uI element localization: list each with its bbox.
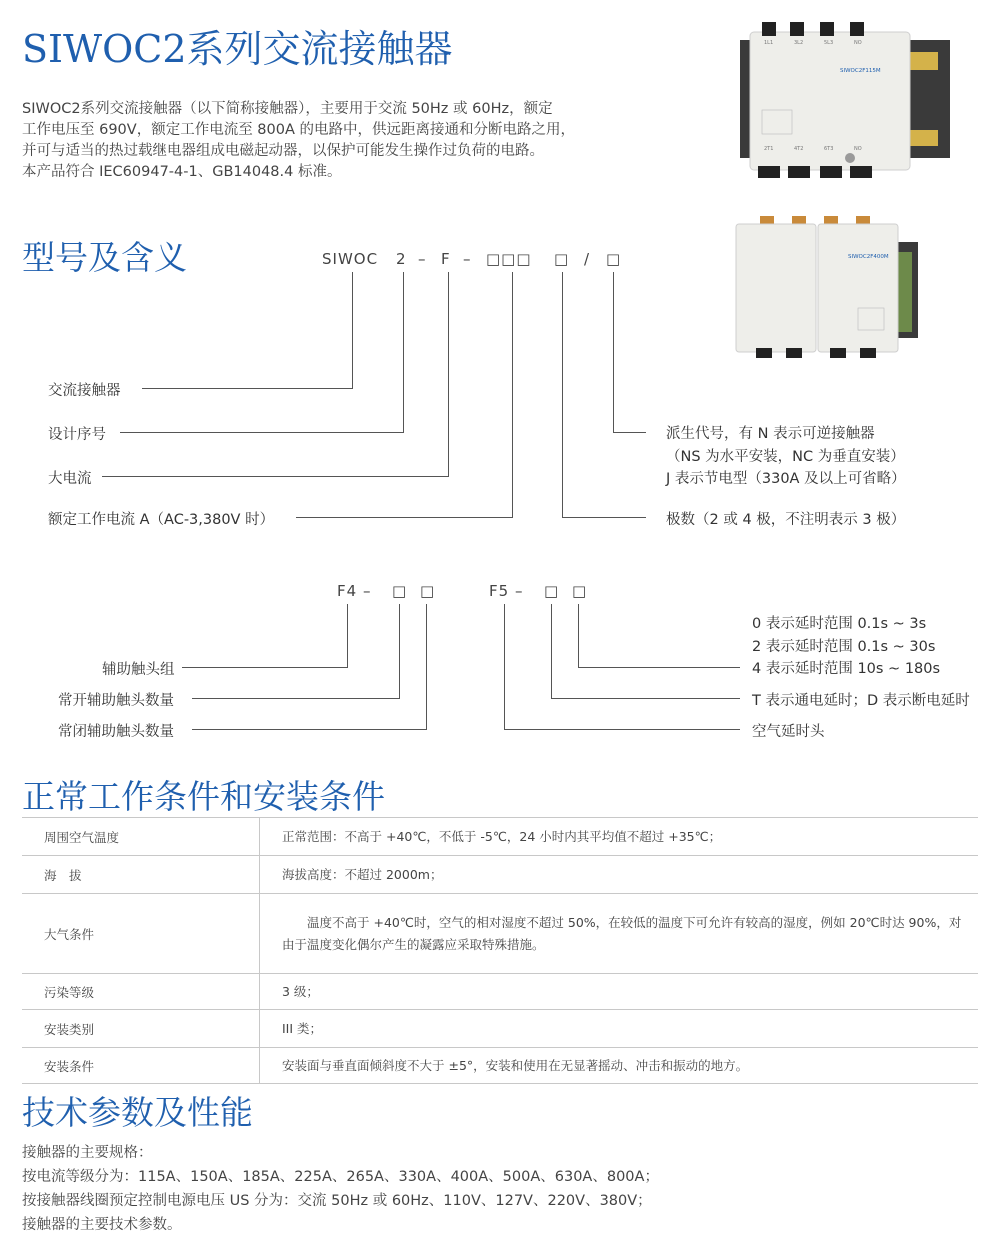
model-label: SIWOC2F115M (840, 68, 881, 74)
contactor-photo-bottom (730, 212, 930, 360)
terminal-label: 6T3 (824, 146, 834, 152)
condition-name: 大气条件 (22, 894, 260, 974)
f4-prefix: F4 – (337, 582, 372, 600)
code-label-contactor: 交流接触器 (48, 383, 121, 399)
f4-label-nc-count: 常闭辅助触头数量 (58, 724, 174, 740)
derived-line: （NS 为水平安装，NC 为垂直安装） (666, 448, 905, 465)
code-label-derived (666, 423, 906, 491)
table-row (22, 894, 978, 974)
model-code-current: □□□ (486, 250, 532, 268)
terminal-label: 4T2 (794, 146, 804, 152)
model-code-derived: □ (606, 250, 622, 268)
model-code-base: SIWOC (322, 250, 379, 268)
condition-value: III 类； (260, 1010, 979, 1048)
code-label-design: 设计序号 (48, 427, 106, 443)
f4-box: □ (392, 582, 408, 600)
condition-value: 海拔高度：不超过 2000m； (260, 856, 979, 894)
condition-value: 3 级； (260, 974, 979, 1010)
f5-range-labels (752, 613, 940, 681)
model-label: SIWOC2F400M (848, 254, 889, 260)
page-title: SIWOC2系列交流接触器 (22, 27, 453, 71)
model-code-dash: – (418, 250, 427, 268)
table-row (22, 1048, 978, 1084)
terminal-label: 2T1 (764, 146, 774, 152)
contactor-body (818, 224, 898, 352)
section-heading-tech: 技术参数及性能 (22, 1093, 253, 1132)
intro-line: 本产品符合 IEC60947-4-1、GB14048.4 标准。 (22, 164, 342, 180)
section-heading-model: 型号及含义 (22, 238, 187, 277)
condition-value: 正常范围：不高于 +40℃，不低于 -5℃，24 小时内其平均值不超过 +35℃； (260, 818, 979, 856)
f5-prefix: F5 – (489, 582, 524, 600)
model-code-dash: – (463, 250, 472, 268)
terminal-label: NO (854, 40, 862, 46)
f4-box: □ (420, 582, 436, 600)
condition-value: 温度不高于 +40℃时，空气的相对湿度不超过 50%，在较低的温度下可允许有较高的湿度，例如 20℃时达 90%，对由于温度变化偶尔产生的凝露应采取特殊措施。 (260, 894, 979, 974)
section-heading-conditions: 正常工作条件和安装条件 (22, 777, 385, 816)
f5-range-line: 2 表示延时范围 0.1s ~ 30s (752, 638, 936, 655)
condition-name: 海 拔 (22, 856, 260, 894)
model-code-slash: / (584, 250, 591, 268)
code-label-large-current: 大电流 (48, 471, 92, 487)
terminal-label: 5L3 (824, 40, 834, 46)
condition-value: 安装面与垂直面倾斜度不大于 ±5°，安装和使用在无显著摇动、冲击和振动的地方。 (260, 1048, 979, 1084)
f5-range-line: 0 表示延时范围 0.1s ~ 3s (752, 616, 927, 632)
f4-label-no-count: 常开辅助触头数量 (58, 693, 174, 709)
f5-box: □ (572, 582, 588, 600)
f5-label-type: T 表示通电延时；D 表示断电延时 (752, 693, 970, 709)
contactor-photo-top (728, 18, 968, 178)
intro-text (22, 99, 575, 183)
intro-line: 工作电压至 690V，额定工作电流至 800A 的电路中，供远距离接通和分断电路之用， (22, 122, 576, 138)
code-label-rated-current: 额定工作电流 A（AC-3,380V 时） (48, 512, 275, 528)
table-row (22, 818, 978, 856)
model-code-poles: □ (554, 250, 570, 268)
derived-line: J 表示节电型（330A 及以上可省略） (666, 471, 906, 487)
intro-line: 并可与适当的热过载继电器组成电磁起动器，以保护可能发生操作过负荷的电路。 (22, 143, 544, 159)
code-label-poles: 极数（2 或 4 极，不注明表示 3 极） (666, 512, 906, 528)
f4-label-group: 辅助触头组 (102, 662, 175, 678)
terminal-label: NO (854, 146, 862, 152)
aux-contact (908, 52, 938, 70)
f5-label-head: 空气延时头 (752, 724, 825, 740)
model-code-series: F (441, 250, 451, 268)
tech-text (22, 1141, 659, 1237)
intro-line: SIWOC2系列交流接触器（以下简称接触器），主要用于交流 50Hz 或 60Hz，额定 (22, 101, 553, 117)
terminal-label: 1L1 (764, 40, 774, 46)
contactor-body (736, 224, 816, 352)
tech-line: 按电流等级分为：115A、150A、185A、225A、265A、330A、400A、500A、630A、800A； (22, 1169, 659, 1185)
tech-line: 接触器的主要规格： (22, 1145, 153, 1161)
f5-range-line: 4 表示延时范围 10s ~ 180s (752, 661, 941, 677)
condition-name: 安装类别 (22, 1010, 260, 1048)
condition-name: 周围空气温度 (22, 818, 260, 856)
derived-line: 派生代号，有 N 表示可逆接触器 (666, 426, 875, 442)
table-row (22, 856, 978, 894)
terminal-label: 3L2 (794, 40, 804, 46)
aux-contact (908, 130, 938, 146)
tech-line: 按接触器线圈预定控制电源电压 US 分为：交流 50Hz 或 60Hz、110V、127V、220V、380V； (22, 1193, 652, 1209)
condition-name: 安装条件 (22, 1048, 260, 1084)
conditions-table (22, 817, 978, 1084)
table-row (22, 1010, 978, 1048)
f5-box: □ (544, 582, 560, 600)
table-row (22, 974, 978, 1010)
condition-name: 污染等级 (22, 974, 260, 1010)
tech-line: 接触器的主要技术参数。 (22, 1217, 182, 1233)
model-code-design: 2 (396, 250, 407, 268)
